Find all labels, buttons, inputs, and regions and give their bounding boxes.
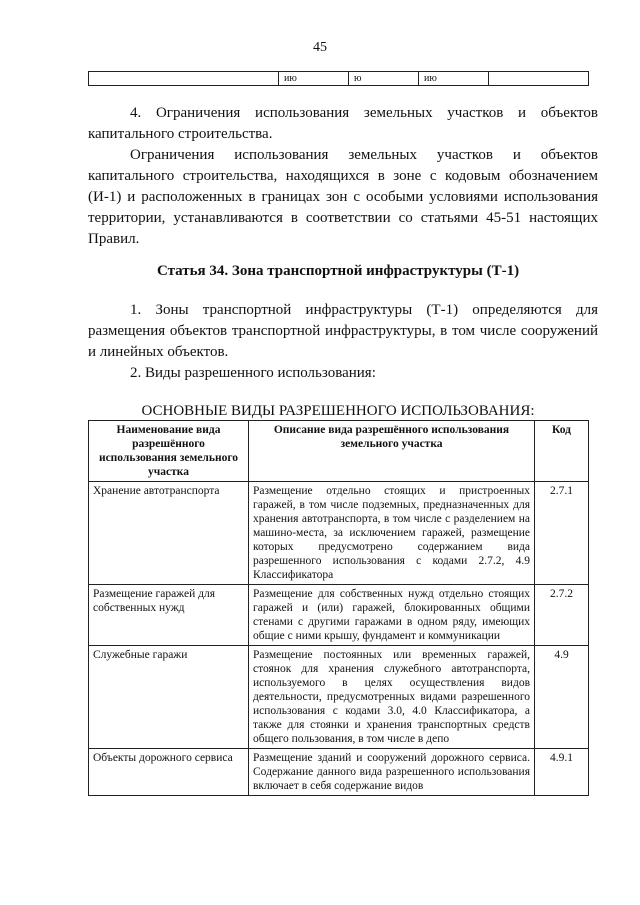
table-header-row [89, 421, 589, 482]
use-description: Размещение отдельно стоящих и пристроенных гаражей, в том числе подземных, предназначенных для хранения автотранспорта, в том числе с разделением на машино-места, за исключением гаражей, размещение которых предусмотрено содержанием вида разрешенного использования с кодами 2.7.2, 4.9 Классификатора [249, 482, 535, 585]
use-code: 2.7.1 [535, 482, 589, 585]
header-name: Наименование вида разрешённого использования земельного участка [89, 421, 249, 482]
table-viewport [86, 420, 592, 840]
paragraph-permitted-uses: 2. Виды разрешенного использования: [130, 365, 376, 381]
strip-cell: ию [279, 72, 349, 86]
use-code: 2.7.2 [535, 585, 589, 646]
header-description: Описание вида разрешённого использования земельного участка [249, 421, 535, 482]
strip-cell: ю [349, 72, 419, 86]
paragraph-zone-definition: 1. Зоны транспортной инфраструктуры (Т-1) определяются для размещения объектов транспортной инфраструктуры, в том числе сооружений и линейных объектов. [88, 302, 598, 360]
article-heading: Статья 34. Зона транспортной инфраструктуры (Т-1) [156, 263, 520, 279]
use-description: Размещение постоянных или временных гаражей, стоянок для хранения служебного автотранспорта, используемого в целях осуществления видов деятельности, предусмотренных видами разрешенного использования с кодами 3.0, 4.0 Классификатора, а также для стоянки и хранения транспортных средств общего пользования, в том числе в депо [249, 646, 535, 749]
use-name: Служебные гаражи [89, 646, 249, 749]
use-code: 4.9 [535, 646, 589, 749]
use-description: Размещение зданий и сооружений дорожного сервиса. Содержание данного вида разрешенного использования включает в себя содержание видов [249, 749, 535, 796]
paragraph-restrictions-body: Ограничения использования земельных участков и объектов капитального строительства, находящихся в зоне с кодовым обозначением (И-1) и расположенных в границах зон с особыми условиями использования территории, устанавливаются в соответствии со статьями 45-51 настоящих Правил. [88, 147, 598, 247]
strip-cell [89, 72, 279, 86]
strip-cell [489, 72, 589, 86]
table-row [89, 585, 589, 646]
table-row [89, 646, 589, 749]
use-name: Хранение автотранспорта [89, 482, 249, 585]
use-name: Размещение гаражей для собственных нужд [89, 585, 249, 646]
header-code: Код [535, 421, 589, 482]
use-description: Размещение для собственных нужд отдельно стоящих гаражей и (или) гаражей, блокированных общими стенами с другими гаражами в одном ряду, имеющих общие с ними крышу, фундамент и коммуникации [249, 585, 535, 646]
table-title: ОСНОВНЫЕ ВИДЫ РАЗРЕШЕННОГО ИСПОЛЬЗОВАНИЯ: [141, 403, 535, 419]
page-number: 45 [313, 40, 327, 55]
paragraph-restrictions-heading: 4. Ограничения использования земельных участков и объектов капитального строительства. [88, 105, 598, 142]
permitted-uses-table [88, 420, 589, 796]
table-row [89, 482, 589, 585]
continued-table-strip [88, 71, 589, 86]
strip-cell: ию [419, 72, 489, 86]
use-code: 4.9.1 [535, 749, 589, 796]
table-row [89, 749, 589, 796]
use-name: Объекты дорожного сервиса [89, 749, 249, 796]
